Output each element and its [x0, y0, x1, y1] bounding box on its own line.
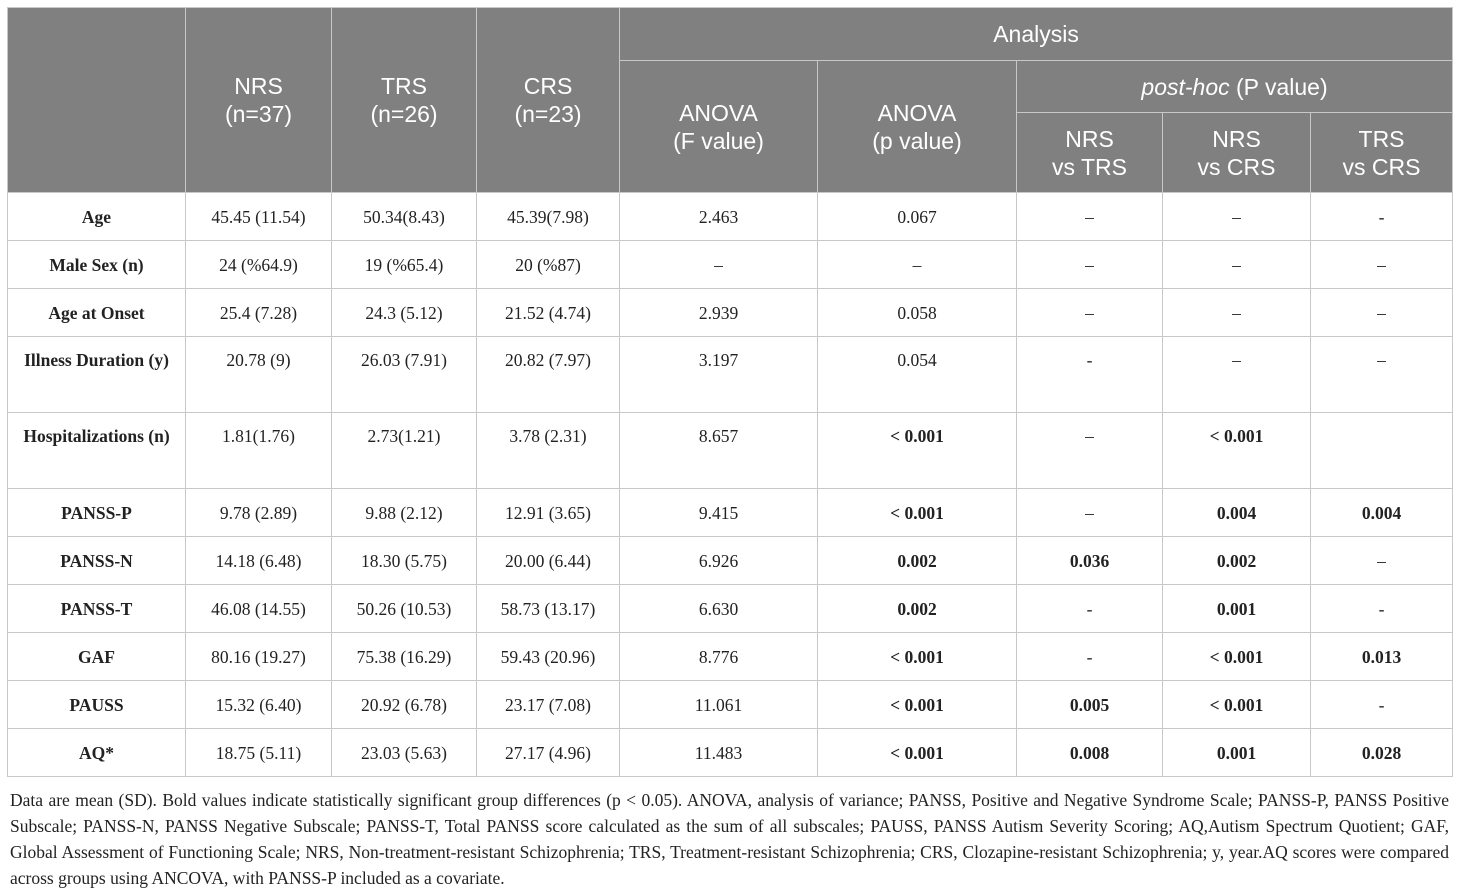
row-label: Illness Duration (y) — [8, 337, 186, 413]
table-cell: 12.91 (3.65) — [477, 489, 620, 537]
table-cell: 0.001 — [1163, 729, 1311, 777]
table-cell: 8.657 — [620, 413, 818, 489]
table-cell: < 0.001 — [1163, 413, 1311, 489]
comparison-line2: vs CRS — [1342, 153, 1421, 180]
row-label: AQ* — [8, 729, 186, 777]
table-cell: – — [1163, 193, 1311, 241]
table-container — [7, 7, 1452, 891]
table-cell: 23.17 (7.08) — [477, 681, 620, 729]
table-cell: 20 (%87) — [477, 241, 620, 289]
table-cell: 0.002 — [1163, 537, 1311, 585]
table-footnote: Data are mean (SD). Bold values indicate statistically significant group differences (p < 0.05). ANOVA, analysis of variance; PANSS, Positive and Negative Syndrome Scale; PANSS-P, PANSS Positive Subscale; PANSS-N, PANSS Negative Subscale; PANSS-T, Total PANSS score calculated as the sum of all subscales; PAUSS, PANSS Autism Severity Scoring; AQ,Autism Spectrum Quotient; GAF, Global Assessment of Functioning Scale; NRS, Non-treatment-resistant Schizophrenia; TRS, Treatment-resistant Schizophrenia; CRS, Clozapine-resistant Schizophrenia; y, year.AQ scores were compared across groups using ANCOVA, with PANSS-P included as a covariate. — [10, 790, 1449, 888]
table-cell: 18.30 (5.75) — [332, 537, 477, 585]
table-row — [8, 193, 1453, 241]
comparison-line1: NRS — [1065, 125, 1114, 152]
table-cell: < 0.001 — [818, 681, 1017, 729]
comparison-line1: TRS — [1358, 125, 1405, 152]
anova-p-line1: ANOVA — [877, 99, 957, 126]
table-cell: 58.73 (13.17) — [477, 585, 620, 633]
table-cell: – — [1017, 193, 1163, 241]
table-cell: 0.054 — [818, 337, 1017, 413]
table-cell: 75.38 (16.29) — [332, 633, 477, 681]
table-cell: 50.34(8.43) — [332, 193, 477, 241]
table-cell: 0.067 — [818, 193, 1017, 241]
posthoc-rest: (P value) — [1229, 73, 1328, 100]
group-n: (n=23) — [514, 101, 582, 127]
table-cell: – — [1163, 289, 1311, 337]
table-cell: 0.028 — [1311, 729, 1453, 777]
table-cell: < 0.001 — [818, 633, 1017, 681]
table-cell: – — [1017, 241, 1163, 289]
table-cell: - — [1311, 681, 1453, 729]
table-cell: 45.39(7.98) — [477, 193, 620, 241]
table-cell: 2.939 — [620, 289, 818, 337]
row-label: Age at Onset — [8, 289, 186, 337]
table-cell: 1.81(1.76) — [186, 413, 332, 489]
table-cell: – — [1311, 289, 1453, 337]
table-cell: 25.4 (7.28) — [186, 289, 332, 337]
table-cell: 0.036 — [1017, 537, 1163, 585]
table-cell: < 0.001 — [818, 413, 1017, 489]
table-cell: 2.73(1.21) — [332, 413, 477, 489]
table-row — [8, 241, 1453, 289]
table-cell: – — [818, 241, 1017, 289]
table-cell: 2.463 — [620, 193, 818, 241]
group-n: (n=26) — [370, 101, 438, 127]
table-row — [8, 633, 1453, 681]
table-cell: 0.002 — [818, 537, 1017, 585]
row-label: Age — [8, 193, 186, 241]
table-row — [8, 413, 1453, 489]
table-cell: 14.18 (6.48) — [186, 537, 332, 585]
table-row — [8, 585, 1453, 633]
table-cell: - — [1311, 585, 1453, 633]
table-cell: 80.16 (19.27) — [186, 633, 332, 681]
table-cell: - — [1017, 585, 1163, 633]
table-cell: 19 (%65.4) — [332, 241, 477, 289]
table-cell: 45.45 (11.54) — [186, 193, 332, 241]
table-cell: 18.75 (5.11) — [186, 729, 332, 777]
row-label: Hospitalizations (n) — [8, 413, 186, 489]
table-cell — [1311, 413, 1453, 489]
table-cell: – — [1017, 489, 1163, 537]
table-row — [8, 681, 1453, 729]
table-cell: 9.415 — [620, 489, 818, 537]
header-nrs-vs-crs — [1163, 113, 1311, 193]
table-cell: < 0.001 — [818, 729, 1017, 777]
table-cell: – — [1311, 337, 1453, 413]
table-cell: 46.08 (14.55) — [186, 585, 332, 633]
anova-f-line2: (F value) — [673, 127, 764, 154]
table-body — [8, 193, 1453, 777]
table-cell: < 0.001 — [1163, 633, 1311, 681]
table-cell: 0.001 — [1163, 585, 1311, 633]
table-cell: – — [1017, 413, 1163, 489]
table-cell: 11.483 — [620, 729, 818, 777]
table-row — [8, 289, 1453, 337]
table-cell: 11.061 — [620, 681, 818, 729]
comparison-line2: vs TRS — [1052, 153, 1127, 180]
table-cell: 0.058 — [818, 289, 1017, 337]
table-row — [8, 729, 1453, 777]
results-table — [7, 7, 1453, 777]
anova-f-line1: ANOVA — [679, 99, 758, 126]
table-cell: – — [1163, 337, 1311, 413]
table-cell: - — [1017, 633, 1163, 681]
comparison-line2: vs CRS — [1197, 153, 1276, 180]
table-row — [8, 337, 1453, 413]
table-cell: 24.3 (5.12) — [332, 289, 477, 337]
table-cell: 20.92 (6.78) — [332, 681, 477, 729]
table-cell: 24 (%64.9) — [186, 241, 332, 289]
header-anova-f — [620, 61, 818, 193]
table-cell: - — [1311, 193, 1453, 241]
header-nrs-vs-trs — [1017, 113, 1163, 193]
table-cell: 15.32 (6.40) — [186, 681, 332, 729]
posthoc-italic: post-hoc — [1141, 73, 1230, 100]
table-cell: 3.197 — [620, 337, 818, 413]
header-trs — [332, 8, 477, 193]
table-cell: 20.78 (9) — [186, 337, 332, 413]
comparison-line1: NRS — [1212, 125, 1261, 152]
table-cell: - — [1017, 337, 1163, 413]
row-label: GAF — [8, 633, 186, 681]
table-cell: 0.013 — [1311, 633, 1453, 681]
table-cell: 59.43 (20.96) — [477, 633, 620, 681]
table-cell: < 0.001 — [1163, 681, 1311, 729]
header-crs — [477, 8, 620, 193]
table-cell: 6.926 — [620, 537, 818, 585]
table-cell: – — [1163, 241, 1311, 289]
row-label: PANSS-P — [8, 489, 186, 537]
header-nrs — [186, 8, 332, 193]
table-cell: 8.776 — [620, 633, 818, 681]
table-cell: – — [1311, 537, 1453, 585]
table-cell: – — [620, 241, 818, 289]
header-posthoc — [1017, 61, 1453, 113]
group-name: TRS — [381, 73, 427, 99]
table-cell: 3.78 (2.31) — [477, 413, 620, 489]
table-row — [8, 537, 1453, 585]
group-name: NRS — [234, 73, 283, 99]
table-cell: 50.26 (10.53) — [332, 585, 477, 633]
table-cell: 0.005 — [1017, 681, 1163, 729]
table-cell: – — [1311, 241, 1453, 289]
group-n: (n=37) — [224, 101, 293, 127]
table-cell: 26.03 (7.91) — [332, 337, 477, 413]
table-cell: 0.002 — [818, 585, 1017, 633]
table-cell: 6.630 — [620, 585, 818, 633]
table-cell: 21.52 (4.74) — [477, 289, 620, 337]
table-cell: 27.17 (4.96) — [477, 729, 620, 777]
table-cell: < 0.001 — [818, 489, 1017, 537]
header-analysis: Analysis — [620, 8, 1453, 61]
table-cell: 20.00 (6.44) — [477, 537, 620, 585]
table-cell: – — [1017, 289, 1163, 337]
anova-p-line2: (p value) — [872, 127, 962, 154]
group-name: CRS — [523, 73, 573, 99]
row-label: PANSS-T — [8, 585, 186, 633]
row-label: PANSS-N — [8, 537, 186, 585]
header-empty-cell — [8, 8, 186, 193]
table-header — [8, 8, 1453, 193]
table-cell: 9.78 (2.89) — [186, 489, 332, 537]
table-cell: 20.82 (7.97) — [477, 337, 620, 413]
table-cell: 0.008 — [1017, 729, 1163, 777]
row-label: Male Sex (n) — [8, 241, 186, 289]
header-trs-vs-crs — [1311, 113, 1453, 193]
table-row — [8, 489, 1453, 537]
table-cell: 0.004 — [1163, 489, 1311, 537]
table-cell: 0.004 — [1311, 489, 1453, 537]
table-cell: 23.03 (5.63) — [332, 729, 477, 777]
header-anova-p — [818, 61, 1017, 193]
row-label: PAUSS — [8, 681, 186, 729]
table-cell: 9.88 (2.12) — [332, 489, 477, 537]
